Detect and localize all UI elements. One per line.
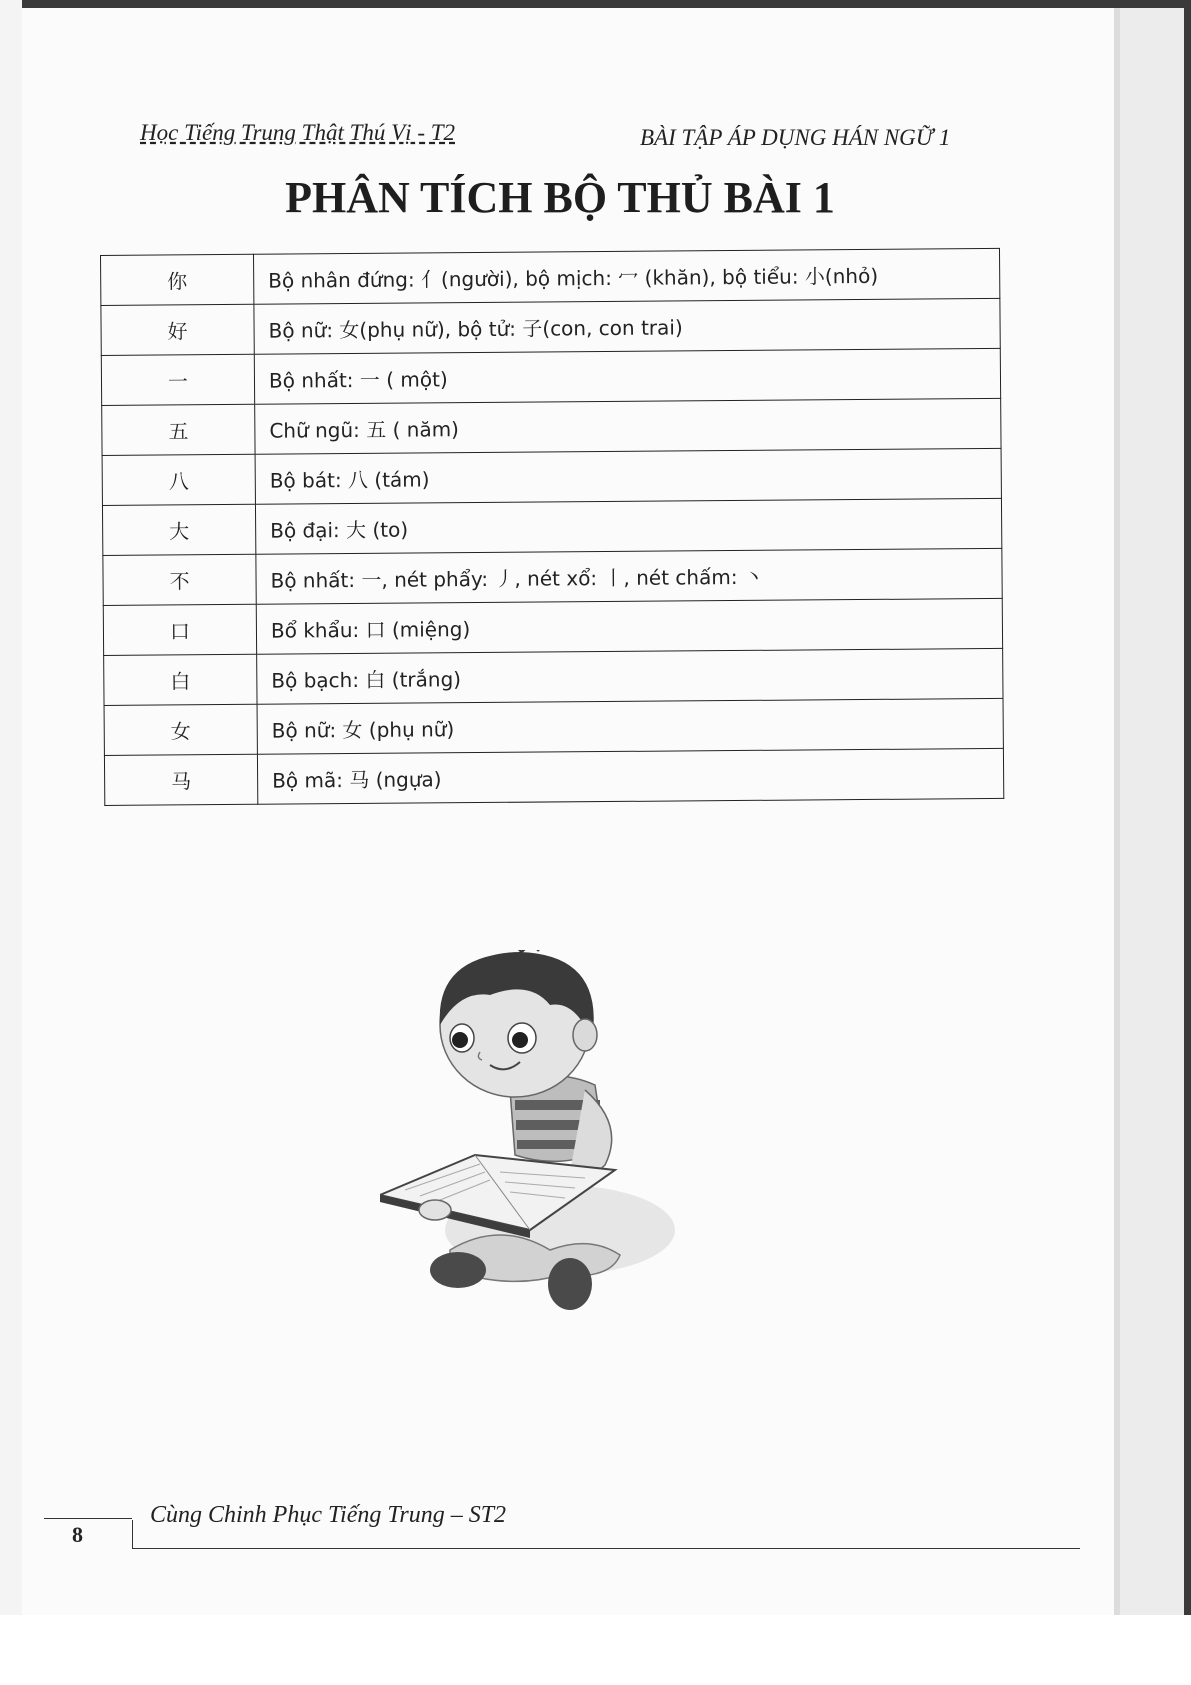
character-cell: 你 [101,254,254,305]
table-row [104,748,1003,805]
description-cell: Bộ nhân đứng: 亻(người), bộ mịch: 冖 (khăn), bộ tiểu: 小(nhỏ) [253,248,999,304]
character-cell: 白 [104,654,257,705]
footer-rule [132,1548,1080,1549]
description-cell: Bộ nữ: 女 (phụ nữ) [257,698,1003,754]
right-shoe [548,1258,592,1310]
page-number: 8 [72,1522,83,1547]
description-cell: Bộ bát: 八 (tám) [255,448,1001,504]
description-cell: Bộ nhất: 一 ( một) [254,348,1000,404]
boy-reading-book-illustration [380,950,710,1360]
running-header-left: Học Tiếng Trung Thật Thú Vị - T2 [140,120,456,145]
facing-page-edge [1120,8,1184,1615]
radical-table [100,248,1004,806]
left-pupil [452,1032,468,1048]
table-row [104,698,1003,755]
table-row [102,498,1001,555]
description-cell: Bộ nữ: 女(phụ nữ), bộ tử: 子(con, con trai) [254,298,1000,354]
table-row [103,598,1002,655]
character-cell: 五 [102,404,255,455]
description-cell: Bộ đại: 大 (to) [255,498,1001,554]
right-pupil [512,1032,528,1048]
description-cell: Bổ khẩu: 口 (miệng) [256,598,1002,654]
scan-bottom-margin [0,1615,1191,1685]
table-row [101,298,1000,355]
table-row [102,398,1001,455]
hair-tuft [520,950,540,952]
hand [419,1200,451,1220]
footer-divider [132,1520,133,1548]
character-cell: 大 [102,504,255,555]
description-cell: Bộ bạch: 白 (trắng) [257,648,1003,704]
character-cell: 马 [104,754,257,805]
character-cell: 一 [101,354,254,405]
character-cell: 女 [104,704,257,755]
character-cell: 口 [103,604,256,655]
table-row [104,648,1003,705]
table-row [102,448,1001,505]
description-cell: Chữ ngũ: 五 ( năm) [255,398,1001,454]
ear [573,1019,597,1051]
table-row [103,548,1002,605]
footer-title: Cùng Chinh Phục Tiếng Trung – ST2 [150,1502,507,1528]
description-cell: Bộ nhất: 一, nét phẩy: 丿, nét xổ: 丨, nét chấm: 丶 [256,548,1002,604]
character-cell: 八 [102,454,255,505]
page-title: PHÂN TÍCH BỘ THỦ BÀI 1 [285,173,835,222]
running-header-right: BÀI TẬP ÁP DỤNG HÁN NGỮ 1 [640,125,951,150]
character-cell: 好 [101,304,254,355]
left-shoe [430,1252,486,1288]
character-cell: 不 [103,554,256,605]
table-row [101,248,1000,305]
footer-page-box-line [44,1518,132,1519]
table-row [101,348,1000,405]
description-cell: Bộ mã: 马 (ngựa) [257,748,1003,804]
left-page-edge [0,0,22,1615]
